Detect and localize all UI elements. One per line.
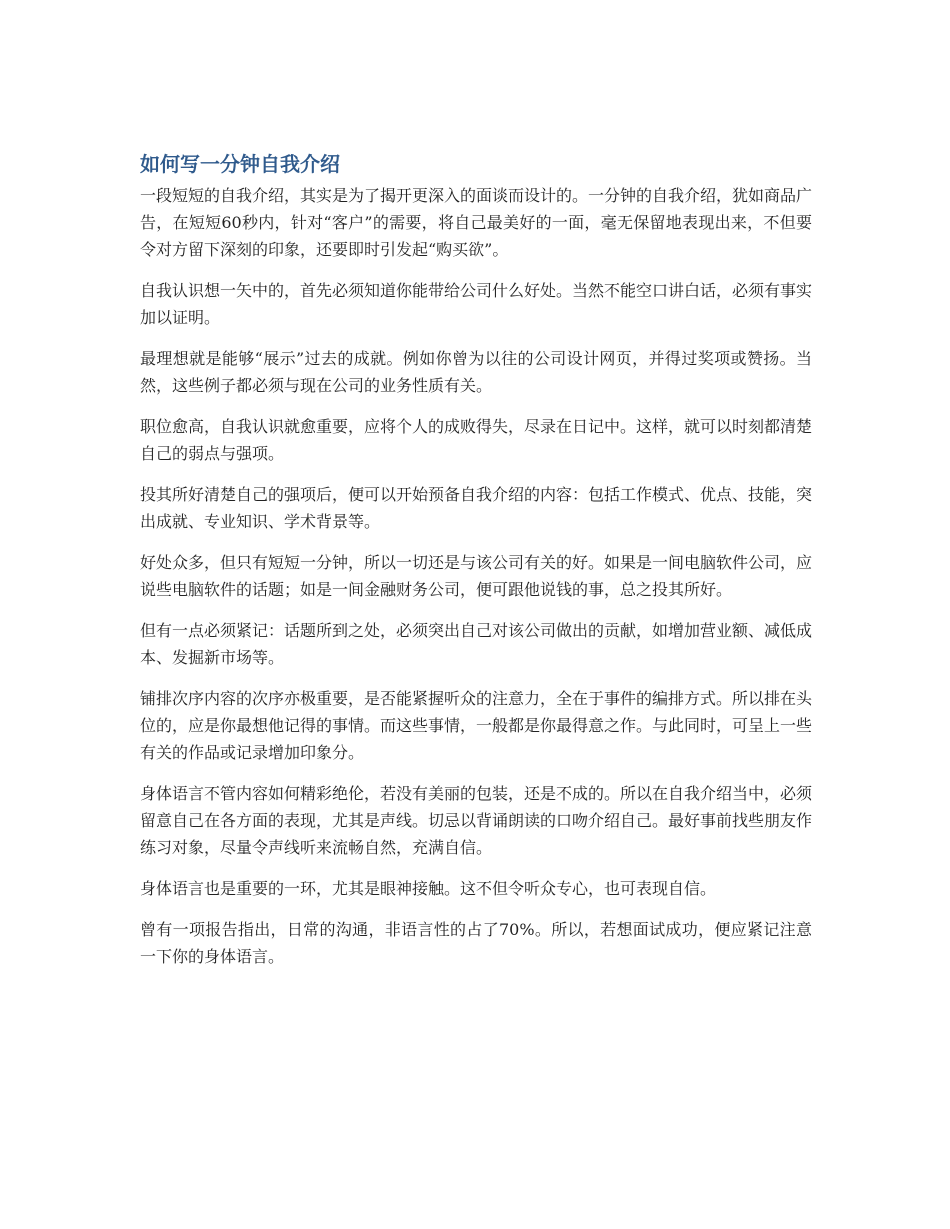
paragraph-2: 自我认识想一矢中的，首先必须知道你能带给公司什么好处。当然不能空口讲白话，必须有事实加以证明。 — [140, 281, 813, 327]
document-title: 如何写一分钟自我介绍 — [140, 152, 340, 176]
paragraph-5: 投其所好清楚自己的强项后，便可以开始预备自我介绍的内容：包括工作模式、优点、技能，突出成就、专业知识、学术背景等。 — [140, 485, 813, 531]
paragraph-1: 一段短短的自我介绍，其实是为了揭开更深入的面谈而设计的。一分钟的自我介绍，犹如商品广告，在短短60秒内，针对“客户”的需要，将自己最美好的一面，毫无保留地表现出来，不但要令对方留下深刻的印象，还要即时引发起“购买欲”。 — [140, 186, 813, 259]
paragraph-9: 身体语言不管内容如何精彩绝伦，若没有美丽的包装，还是不成的。所以在自我介绍当中，必须留意自己在各方面的表现，尤其是声线。切忌以背诵朗读的口吻介绍自己。最好事前找些朋友作练习对象，尽量令声线听来流畅自然，充满自信。 — [140, 784, 813, 857]
paragraph-11: 曾有一项报告指出，日常的沟通，非语言性的占了70%。所以，若想面试成功，便应紧记注意一下你的身体语言。 — [140, 920, 812, 966]
paragraph-10: 身体语言也是重要的一环，尤其是眼神接触。这不但令听众专心，也可表现自信。 — [140, 879, 717, 898]
paragraph-7: 但有一点必须紧记：话题所到之处，必须突出自己对该公司做出的贡献，如增加营业额、减低成本、发掘新市场等。 — [140, 621, 813, 667]
paragraph-4: 职位愈高，自我认识就愈重要，应将个人的成败得失，尽录在日记中。这样，就可以时刻都清楚自己的弱点与强项。 — [140, 417, 813, 463]
document-content — [140, 150, 812, 984]
paragraph-6: 好处众多，但只有短短一分钟，所以一切还是与该公司有关的好。如果是一间电脑软件公司，应说些电脑软件的话题；如是一间金融财务公司，便可跟他说钱的事，总之投其所好。 — [140, 553, 813, 599]
paragraph-8: 铺排次序内容的次序亦极重要，是否能紧握听众的注意力，全在于事件的编排方式。所以排在头位的，应是你最想他记得的事情。而这些事情，一般都是你最得意之作。与此同时，可呈上一些有关的作品或记录增加印象分。 — [140, 689, 813, 762]
paragraph-3: 最理想就是能够“展示”过去的成就。例如你曾为以往的公司设计网页，并得过奖项或赞扬。当然，这些例子都必须与现在公司的业务性质有关。 — [140, 349, 812, 395]
